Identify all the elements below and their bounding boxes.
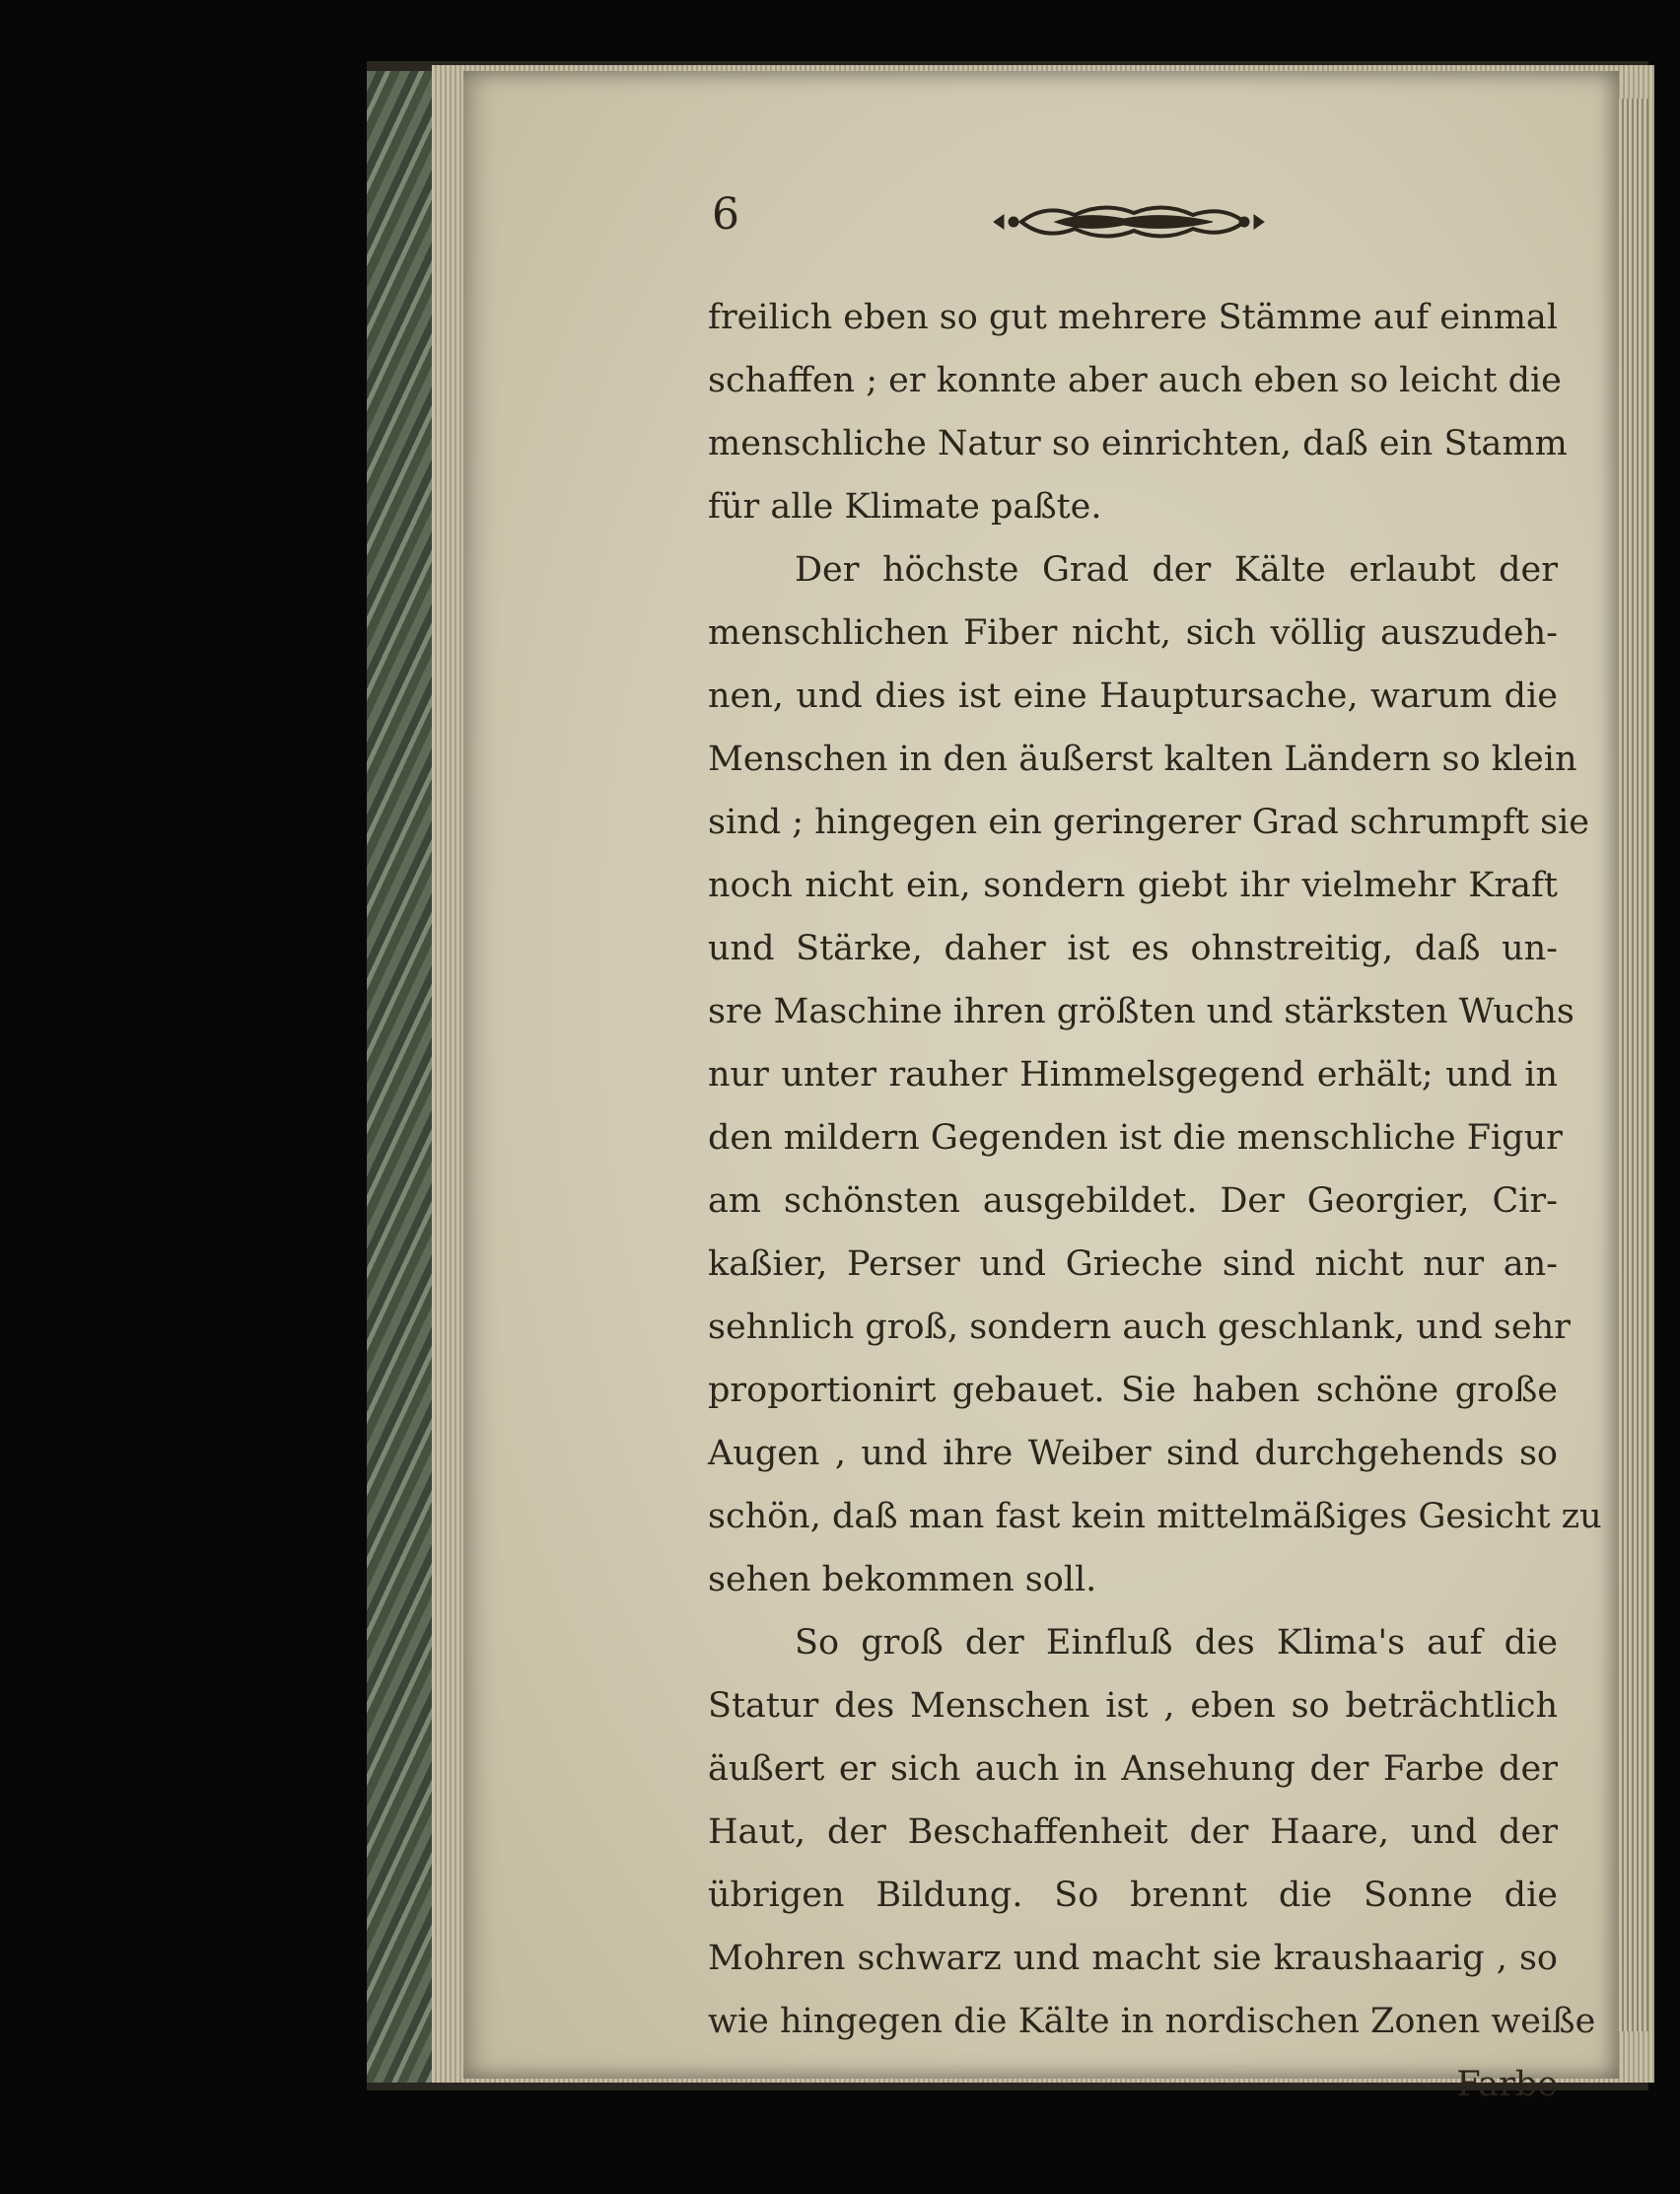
text-line: kaßier, Perser und Grieche sind nicht nur an- xyxy=(708,1244,1558,1284)
text-line: freilich eben so gut mehrere Stämme auf einmal xyxy=(708,298,1558,337)
text-line: für alle Klimate paßte. xyxy=(708,487,1102,527)
text-line: den mildern Gegenden ist die menschliche Figur xyxy=(708,1118,1563,1158)
text-line: übrigen Bildung. So brennt die Sonne die xyxy=(708,1876,1558,1915)
text-line: Mohren schwarz und macht sie kraushaarig , so xyxy=(708,1939,1558,1978)
body-text xyxy=(708,286,1602,2116)
text-line: Statur des Menschen ist , eben so beträchtlich xyxy=(708,1686,1558,1726)
text-line: nen, und dies ist eine Hauptursache, warum die xyxy=(708,676,1558,716)
text-line: äußert er sich auch in Ansehung der Farbe der xyxy=(708,1749,1558,1789)
marbled-spine xyxy=(367,71,440,2083)
fore-edge xyxy=(1619,99,1648,2031)
page-number: 6 xyxy=(712,189,739,240)
text-line: Augen , und ihre Weiber sind durchgehends so xyxy=(708,1434,1558,1473)
text-line: sehen bekommen soll. xyxy=(708,1560,1097,1599)
text-line: Der höchste Grad der Kälte erlaubt der xyxy=(795,550,1558,590)
text-line: So groß der Einfluß des Klima's auf die xyxy=(795,1623,1558,1663)
text-line: Menschen in den äußerst kalten Ländern so klein xyxy=(708,740,1577,779)
text-line: und Stärke, daher ist es ohnstreitig, daß un- xyxy=(708,929,1558,968)
text-line: menschliche Natur so einrichten, daß ein Stamm xyxy=(708,424,1568,463)
text-line: sehnlich groß, sondern auch geschlank, und sehr xyxy=(708,1308,1571,1347)
text-line: menschlichen Fiber nicht, sich völlig auszudeh- xyxy=(708,613,1558,653)
text-line: sre Maschine ihren größten und stärksten Wuchs xyxy=(708,992,1575,1031)
text-line: Haut, der Beschaffenheit der Haare, und der xyxy=(708,1812,1558,1852)
text-line: schaffen ; er konnte aber auch eben so leicht die xyxy=(708,361,1562,400)
text-line: wie hingegen die Kälte in nordischen Zonen weiße xyxy=(708,2002,1596,2041)
text-line: nur unter rauher Himmelsgegend erhält; und in xyxy=(708,1055,1558,1095)
text-line: sind ; hingegen ein geringerer Grad schrumpft sie xyxy=(708,803,1589,842)
text-line: noch nicht ein, sondern giebt ihr vielmehr Kraft xyxy=(708,866,1558,905)
text-line: Farbe xyxy=(1456,2065,1558,2104)
ornament-vignette xyxy=(986,193,1272,250)
text-line: am schönsten ausgebildet. Der Georgier, Cir- xyxy=(708,1181,1558,1221)
text-line: proportionirt gebauet. Sie haben schöne große xyxy=(708,1371,1558,1410)
text-line: schön, daß man fast kein mittelmäßiges Gesicht zu xyxy=(708,1497,1602,1536)
